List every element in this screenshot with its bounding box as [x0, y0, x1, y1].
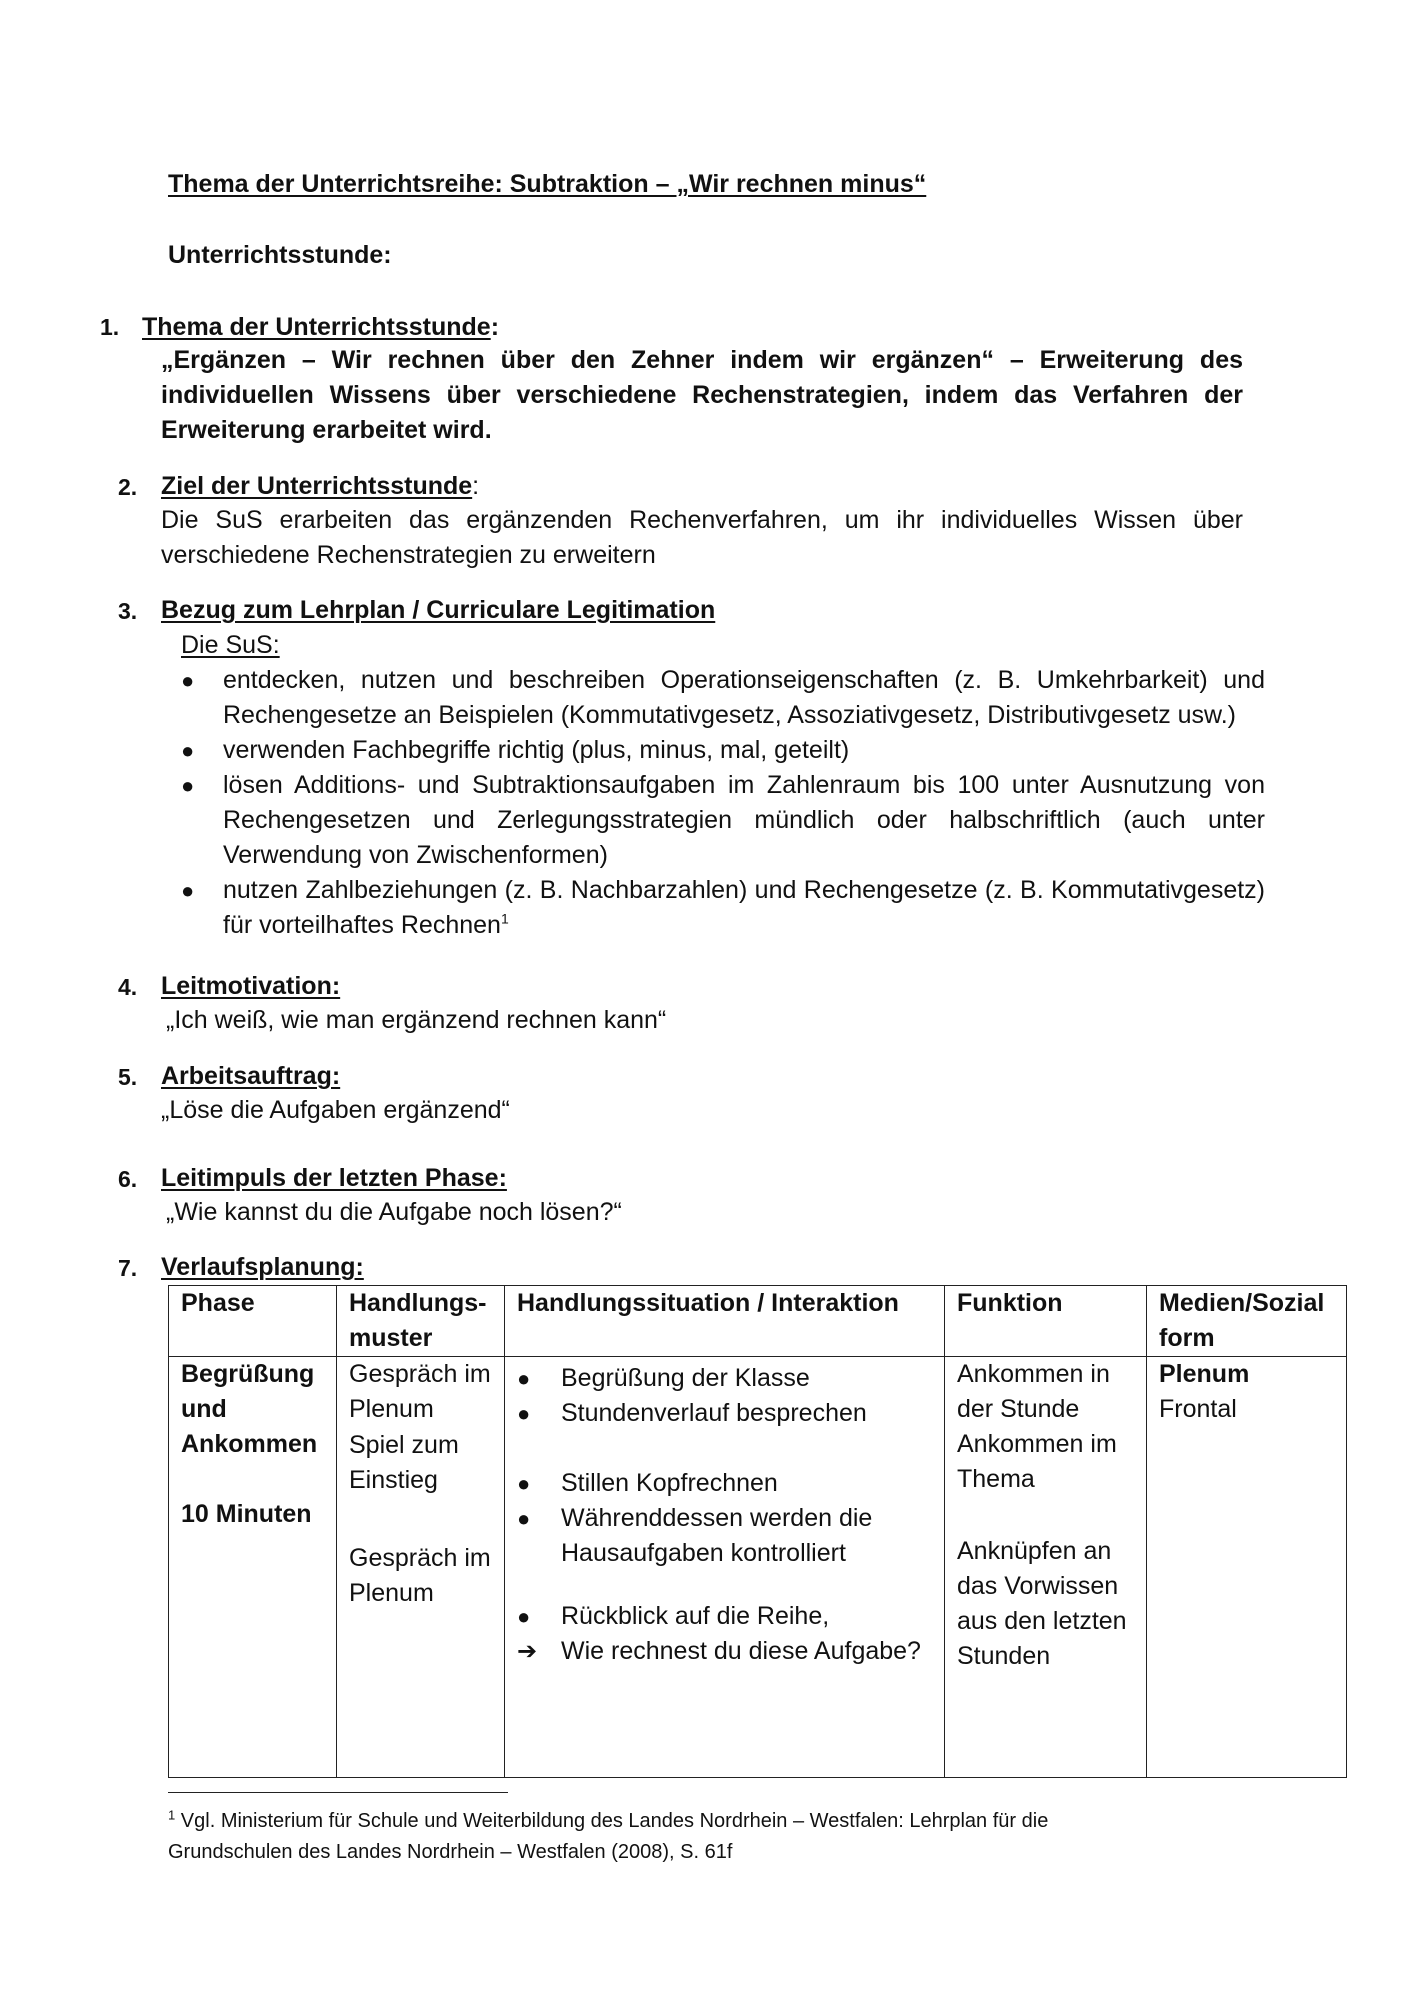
series-title: Thema der Unterrichtsreihe: Subtraktion – „Wir rechnen minus“ [168, 170, 927, 198]
section-1-body: „Ergänzen – Wir rechnen über den Zehner indem wir ergänzen“ – Erweiterung des individuellen Wissens über verschiedene Rechenstrategien, indem das Verfahren der Erweiterung erarbeitet wird. [161, 346, 1243, 444]
cell-handlungsmuster [337, 1357, 505, 1778]
funktion-1: Ankommen in der Stunde Ankommen im Thema [957, 1360, 1117, 1493]
muster-1: Gespräch im Plenum [349, 1360, 491, 1423]
section-5-body: „Löse die Aufgaben ergänzend“ [161, 1096, 510, 1124]
section-1-colon: : [490, 313, 500, 341]
cell-funktion [945, 1357, 1147, 1778]
curriculum-bullet-4-text: nutzen Zahlbeziehungen (z. B. Nachbarzahlen) und Rechengesetze (z. B. Kommutativgesetz) für vorteilhaftes Rechnen [223, 876, 1265, 939]
section-6-heading: Leitimpuls der letzten Phase: [161, 1164, 507, 1192]
section-1-number: 1. [100, 314, 120, 340]
bullet-dot-icon: ● [517, 1471, 531, 1496]
section-2-heading [161, 469, 479, 504]
section-2-body: Die SuS erarbeiten das ergänzenden Rechenverfahren, um ihr individuelles Wissen über verschiedene Rechenstrategien zu erweitern [161, 506, 1243, 569]
lesson-plan-table [168, 1285, 1347, 1778]
footnote [168, 1806, 1168, 1868]
section-2-heading-text: Ziel der Unterrichtsstunde [161, 472, 473, 500]
footnote-separator [168, 1792, 508, 1793]
footnote-text: Vgl. Ministerium für Schule und Weiterbildung des Landes Nordrhein – Westfalen: Lehrplan für die Grundschulen des Landes Nordrhein – Westfalen (2008), S. 61f [168, 1810, 1049, 1863]
curriculum-bullet-text: lösen Additions- und Subtraktionsaufgaben im Zahlenraum bis 100 unter Ausnutzung von Rechengesetzen und Zerlegungsstrategien mündlich oder halbschriftlich (auch unter Verwendung von Zwischenformen) [223, 771, 1265, 869]
phase-duration: 10 Minuten [181, 1500, 312, 1528]
curriculum-bullet-text: verwenden Fachbegriffe richtig (plus, minus, mal, geteilt) [223, 736, 850, 764]
bullet-dot-icon: ● [181, 668, 195, 693]
cell-phase [169, 1357, 337, 1778]
situation-item: ➔ Wie rechnest du diese Aufgabe? [517, 1634, 932, 1669]
section-6-number: 6. [118, 1166, 138, 1192]
situation-item: ● Stillen Kopfrechnen [517, 1466, 932, 1501]
footnote-reference: 1 [500, 910, 509, 927]
section-4-body: „Ich weiß, wie man ergänzend rechnen kann“ [166, 1006, 667, 1034]
medien-plenum: Plenum [1159, 1360, 1250, 1388]
header-phase: Phase [169, 1286, 337, 1357]
curriculum-bullet-text [223, 873, 1265, 943]
bullet-dot-icon: ● [517, 1506, 531, 1531]
section-2-colon: : [472, 472, 480, 500]
muster-3: Gespräch im Plenum [349, 1544, 491, 1607]
section-6-body: „Wie kannst du die Aufgabe noch lösen?“ [166, 1198, 622, 1226]
table-row [169, 1357, 1347, 1778]
section-2-number: 2. [118, 474, 138, 500]
section-3-number: 3. [118, 598, 138, 624]
situation-item: ● Stundenverlauf besprechen [517, 1396, 932, 1431]
bullet-dot-icon: ● [517, 1401, 531, 1426]
section-4-heading: Leitmotivation: [161, 972, 341, 1000]
funktion-2: Anknüpfen an das Vorwissen aus den letzten Stunden [957, 1537, 1127, 1670]
section-7-number: 7. [118, 1255, 138, 1281]
phase-name: Begrüßung und Ankommen [181, 1360, 318, 1458]
arrow-right-icon: ➔ [517, 1638, 538, 1665]
medien-frontal: Frontal [1159, 1395, 1237, 1423]
section-4-number: 4. [118, 974, 138, 1000]
section-3-intro: Die SuS: [181, 631, 280, 659]
section-7-heading: Verlaufsplanung: [161, 1253, 364, 1281]
header-handlungssituation: Handlungssituation / Interaktion [505, 1286, 945, 1357]
bullet-dot-icon: ● [181, 773, 195, 798]
bullet-dot-icon: ● [517, 1604, 531, 1629]
situation-item: ● Währenddessen werden die Hausaufgaben kontrolliert [517, 1501, 932, 1571]
header-medien: Medien/Sozial form [1147, 1286, 1347, 1357]
bullet-dot-icon: ● [181, 878, 195, 903]
section-1-heading-text: Thema der Unterrichtsstunde [142, 313, 491, 341]
section-5-number: 5. [118, 1064, 138, 1090]
lesson-label: Unterrichtsstunde: [168, 241, 392, 269]
curriculum-bullet-text: entdecken, nutzen und beschreiben Operationseigenschaften (z. B. Umkehrbarkeit) und Rechengesetze an Beispielen (Kommutativgesetz, Assoziativgesetz, Distributivgesetz usw.) [223, 666, 1265, 729]
section-3-heading: Bezug zum Lehrplan / Curriculare Legitimation [161, 596, 716, 624]
table-header-row [169, 1286, 1347, 1357]
situation-item: ● Begrüßung der Klasse [517, 1361, 932, 1396]
section-5-heading: Arbeitsauftrag: [161, 1062, 341, 1090]
bullet-dot-icon: ● [181, 738, 195, 763]
footnote-mark: 1 [168, 1807, 176, 1823]
cell-medien [1147, 1357, 1347, 1778]
situation-item: ● Rückblick auf die Reihe, [517, 1599, 932, 1634]
section-1-heading [142, 310, 499, 345]
header-handlungsmuster: Handlungs-muster [337, 1286, 505, 1357]
header-funktion: Funktion [945, 1286, 1147, 1357]
cell-handlungssituation [505, 1357, 945, 1778]
bullet-dot-icon: ● [517, 1366, 531, 1391]
muster-2: Spiel zum Einstieg [349, 1431, 459, 1494]
